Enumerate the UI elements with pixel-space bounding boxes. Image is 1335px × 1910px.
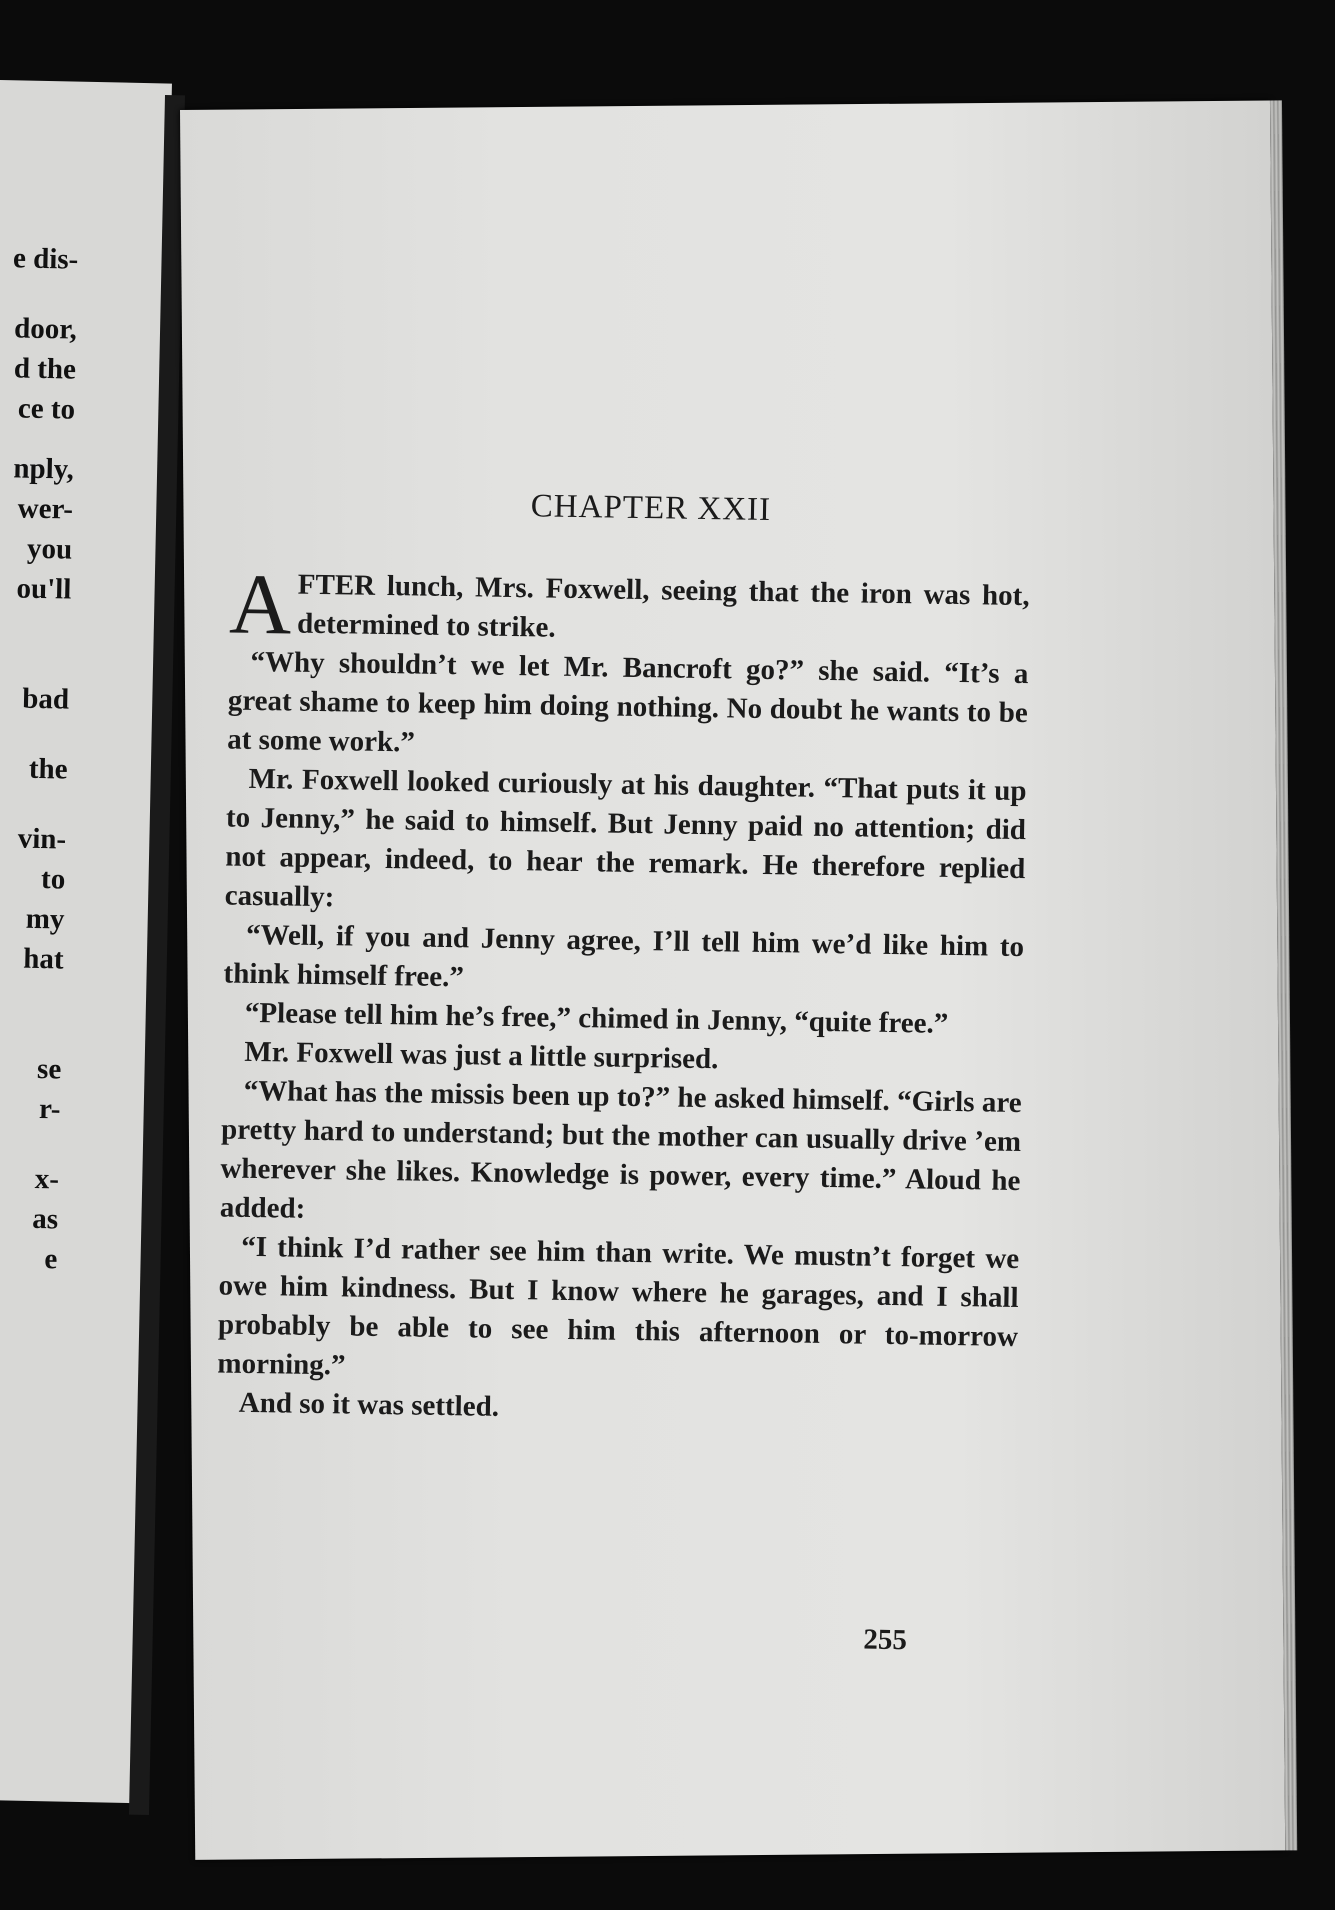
paragraph: “Well, if you and Jenny agree, I’ll tell him we’d like him to think himself free.” bbox=[223, 918, 1025, 994]
left-fragment: nply, bbox=[13, 452, 75, 486]
left-fragment: hat bbox=[22, 942, 64, 976]
left-fragment: door, bbox=[13, 312, 78, 346]
drop-cap: A bbox=[228, 555, 293, 653]
left-fragment: ce to bbox=[17, 392, 76, 426]
left-fragment: the bbox=[28, 752, 68, 786]
left-fragment: you bbox=[26, 532, 73, 566]
paragraph: “Why shouldn’t we let Mr. Bancroft go?” she said. “It’s a great shame to keep him doing nothing. No doubt he wants to be at some work.” bbox=[226, 645, 1029, 759]
left-fragment: my bbox=[25, 902, 65, 936]
paragraph: Mr. Foxwell looked curiously at his daughter. “That puts it up to Jenny,” he said to himself. But Jenny paid no attention; did not appear, indeed, to hear the remark. He therefore replied casually: bbox=[224, 762, 1027, 914]
left-fragment: to bbox=[40, 863, 66, 896]
paragraph-text: FTER lunch, Mrs. Foxwell, seeing that the iron was hot, determined to strike. bbox=[296, 568, 1030, 644]
paragraph: Mr. Foxwell was just a little surprised. bbox=[244, 1035, 719, 1076]
left-fragment: ou'll bbox=[16, 572, 72, 606]
left-fragment: e dis- bbox=[12, 242, 79, 276]
paragraph-first bbox=[228, 555, 1030, 656]
chapter-heading: CHAPTER XXII bbox=[530, 488, 772, 529]
left-fragment: e bbox=[44, 1243, 58, 1276]
page-number: 255 bbox=[863, 1623, 908, 1657]
paragraph: “I think I’d rather see him than write. We mustn’t forget we owe him kindness. But I know where he garages, and I shall probably be able to see him this afternoon or to-morrow morning.” bbox=[217, 1230, 1020, 1382]
paragraph: “Please tell him he’s free,” chimed in Jenny, “quite free.” bbox=[244, 996, 949, 1040]
paragraph: “What has the missis been up to?” he asked himself. “Girls are pretty hard to understand; but the mother can usually drive ’em wherever she likes. Knowledge is power, every time.” Aloud he added: bbox=[219, 1074, 1022, 1225]
left-fragment: bad bbox=[21, 682, 70, 716]
left-fragment: se bbox=[36, 1052, 62, 1086]
left-fragment: wer- bbox=[17, 492, 74, 526]
left-fragment: x- bbox=[34, 1162, 60, 1196]
page-edge bbox=[1270, 100, 1297, 1850]
book-page bbox=[180, 100, 1285, 1859]
left-fragment: vin- bbox=[17, 822, 67, 856]
left-fragment: r- bbox=[38, 1093, 61, 1126]
paragraph: And so it was settled. bbox=[238, 1386, 500, 1423]
page-text bbox=[217, 484, 1032, 1435]
left-fragment: d the bbox=[13, 352, 77, 386]
left-fragment: as bbox=[32, 1202, 59, 1236]
